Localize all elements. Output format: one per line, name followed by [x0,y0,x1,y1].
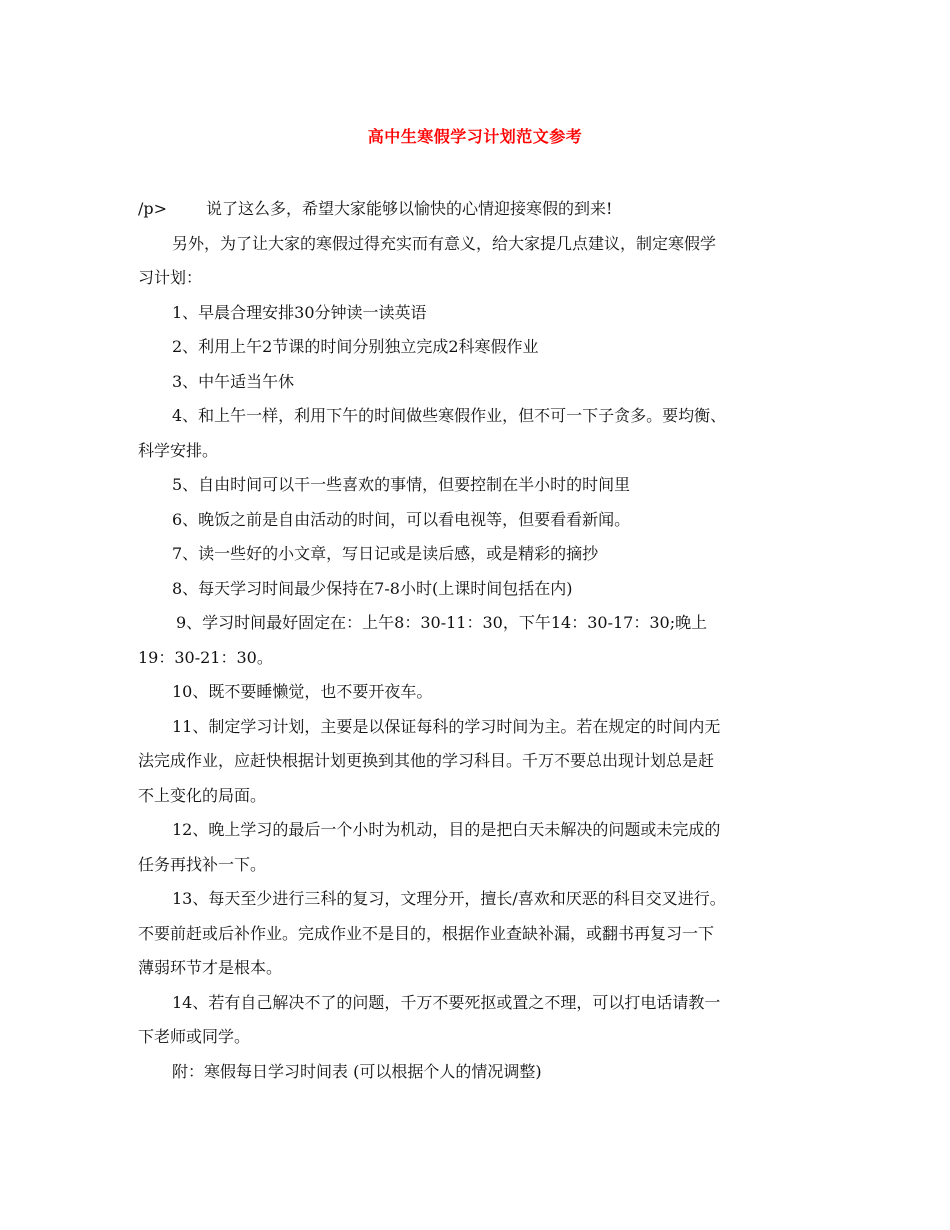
list-item-continuation: 不上变化的局面。 [138,785,267,805]
list-item: 3、中午适当午休 [172,371,295,391]
list-item: 7、读一些好的小文章，写日记或是读后感，或是精彩的摘抄 [172,544,599,563]
document-title: 高中生寒假学习计划范文参考 [367,127,583,146]
list-item: 9、学习时间最好固定在：上午8：30-11：30，下午14：30-17：30;晚上 [176,613,708,632]
list-item: 11、制定学习计划，主要是以保证每科的学习时间为主。若在规定的时间内无 [172,716,721,736]
appendix-note: 附：寒假每日学习时间表 (可以根据个人的情况调整) [172,1061,542,1081]
list-item-continuation: 不要前赶或后补作业。完成作业不是目的，根据作业查缺补漏，或翻书再复习一下 [138,923,715,943]
list-item: 13、每天至少进行三科的复习，文理分开，擅长/喜欢和厌恶的科目交叉进行。 [172,889,726,908]
paragraph-line: /p> 说了这么多，希望大家能够以愉快的心情迎接寒假的到来! [138,192,814,227]
list-item: 8、每天学习时间最少保持在7-8小时(上课时间包括在内) [172,578,573,598]
list-item: 5、自由时间可以干一些喜欢的事情，但要控制在半小时的时间里 [172,475,631,494]
list-item-continuation: 19：30-21：30。 [138,647,273,667]
list-item-continuation: 任务再找补一下。 [138,854,267,874]
paragraph-line: 另外，为了让大家的寒假过得充实而有意义，给大家提几点建议，制定寒假学 [172,233,717,253]
list-item: 10、既不要睡懒觉，也不要开夜车。 [172,682,433,701]
paragraph-line: 习计划： [138,268,203,287]
list-item: 2、利用上午2节课的时间分别独立完成2科寒假作业 [172,337,539,356]
list-item: 6、晚饭之前是自由活动的时间，可以看电视等，但要看看新闻。 [172,509,631,529]
list-item: 14、若有自己解决不了的问题，千万不要死抠或置之不理，可以打电话请教一 [172,992,721,1012]
stray-tag-text: /p> [138,199,168,218]
list-item: 4、和上午一样，利用下午的时间做些寒假作业，但不可一下子贪多。要均衡、 [172,406,727,425]
list-item-continuation: 法完成作业，应赶快根据计划更换到其他的学习科目。千万不要总出现计划总是赶 [138,751,715,770]
list-item-continuation: 科学安排。 [138,440,219,460]
document-body [138,192,814,1089]
list-item-continuation: 薄弱环节才是根本。 [138,958,283,977]
list-item: 12、晚上学习的最后一个小时为机动，目的是把白天未解决的问题或未完成的 [172,820,721,839]
list-item-continuation: 下老师或同学。 [138,1027,251,1046]
list-item: 1、早晨合理安排30分钟读一读英语 [172,302,427,322]
